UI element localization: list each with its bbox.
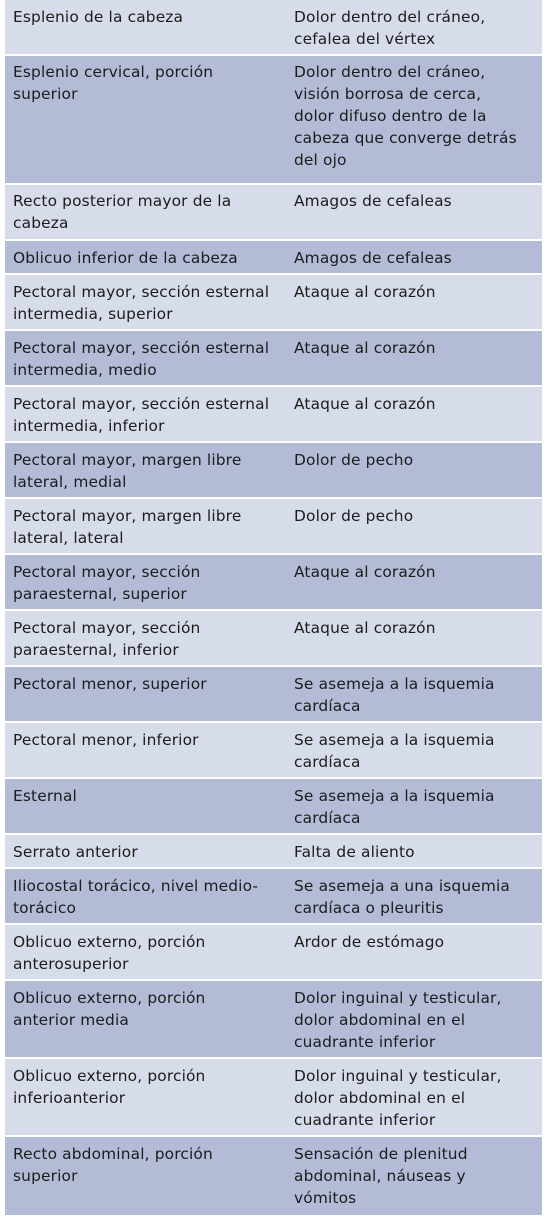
muscle-cell: [5, 611, 286, 661]
muscle-text: Iliocostal torácico, nivel medio-: [13, 877, 259, 895]
muscle-text: Pectoral mayor, sección esternal: [13, 339, 270, 357]
symptom-cell: [286, 499, 542, 527]
muscle-cell: [5, 241, 286, 269]
muscle-cell: [5, 925, 286, 975]
symptom-text: Falta de aliento: [294, 843, 415, 861]
table-row: [5, 331, 542, 387]
symptom-text: dolor abdominal en el: [294, 1011, 466, 1029]
table-row: [5, 275, 542, 331]
muscle-text: Esplenio cervical, porción: [13, 63, 214, 81]
symptom-cell: [286, 723, 542, 773]
symptom-cell: [286, 331, 542, 359]
muscle-text: Esternal: [13, 787, 77, 805]
symptom-text: Dolor de pecho: [294, 451, 414, 469]
symptom-text: Ataque al corazón: [294, 395, 436, 413]
symptom-cell: [286, 56, 542, 171]
muscle-cell: [5, 443, 286, 493]
muscle-cell: [5, 0, 286, 28]
muscle-text: intermedia, medio: [13, 361, 157, 379]
muscle-text: Pectoral menor, superior: [13, 675, 207, 693]
muscle-cell: [5, 555, 286, 605]
muscle-text: superior: [13, 85, 78, 103]
symptom-text: dolor difuso dentro de la: [294, 107, 487, 125]
muscle-text: Esplenio de la cabeza: [13, 8, 184, 26]
muscle-text: torácico: [13, 899, 77, 917]
muscle-text: Oblicuo externo, porción: [13, 989, 206, 1007]
symptom-text: cardíaca: [294, 697, 361, 715]
symptom-cell: [286, 241, 542, 269]
symptom-cell: [286, 981, 542, 1053]
symptom-text: vómitos: [294, 1189, 357, 1207]
muscle-text: Pectoral mayor, sección esternal: [13, 283, 270, 301]
symptom-text: dolor abdominal en el: [294, 1089, 466, 1107]
symptom-text: cardíaca: [294, 809, 361, 827]
muscle-text: Serrato anterior: [13, 843, 138, 861]
table-row: [5, 611, 542, 667]
muscle-text: inferioanterior: [13, 1089, 126, 1107]
symptom-cell: [286, 0, 542, 50]
muscle-cell: [5, 779, 286, 807]
table-row: [5, 779, 542, 835]
symptom-text: Se asemeja a una isquemia: [294, 877, 511, 895]
muscle-text: Pectoral mayor, sección esternal: [13, 395, 270, 413]
symptom-text: Dolor dentro del cráneo,: [294, 8, 486, 26]
table-row: [5, 667, 542, 723]
muscle-text: Oblicuo externo, porción: [13, 1067, 206, 1085]
muscle-cell: [5, 387, 286, 437]
muscle-cell: [5, 275, 286, 325]
muscle-cell: [5, 869, 286, 919]
symptom-text: Se asemeja a la isquemia: [294, 787, 495, 805]
symptom-text: Dolor dentro del cráneo,: [294, 63, 486, 81]
symptom-text: Ataque al corazón: [294, 563, 436, 581]
muscle-text: Recto abdominal, porción: [13, 1145, 213, 1163]
symptom-text: Amagos de cefaleas: [294, 192, 452, 210]
symptom-cell: [286, 275, 542, 303]
symptom-text: Dolor inguinal y testicular,: [294, 989, 502, 1007]
table-row: [5, 387, 542, 443]
symptom-text: cardíaca o pleuritis: [294, 899, 444, 917]
symptom-cell: [286, 667, 542, 717]
muscle-text: Pectoral mayor, margen libre: [13, 507, 242, 525]
symptom-cell: [286, 387, 542, 415]
symptom-text: abdominal, náuseas y: [294, 1167, 466, 1185]
symptom-cell: [286, 555, 542, 583]
muscle-text: Oblicuo inferior de la cabeza: [13, 249, 238, 267]
symptom-cell: [286, 443, 542, 471]
muscle-text: lateral, medial: [13, 473, 127, 491]
symptom-text: Ataque al corazón: [294, 619, 436, 637]
muscle-cell: [5, 723, 286, 751]
symptom-text: visión borrosa de cerca,: [294, 85, 482, 103]
muscle-text: Recto posterior mayor de la: [13, 192, 232, 210]
muscle-text: Pectoral mayor, sección: [13, 619, 201, 637]
symptom-text: Ataque al corazón: [294, 283, 436, 301]
table-row: [5, 925, 542, 981]
muscle-cell: [5, 835, 286, 863]
table-row: [5, 723, 542, 779]
symptom-text: Se asemeja a la isquemia: [294, 675, 495, 693]
symptom-cell: [286, 1059, 542, 1131]
muscle-text: Pectoral mayor, margen libre: [13, 451, 242, 469]
muscle-text: anterior media: [13, 1011, 129, 1029]
muscle-text: lateral, lateral: [13, 529, 124, 547]
muscle-text: cabeza: [13, 214, 69, 232]
symptom-text: cuadrante inferior: [294, 1111, 436, 1129]
table-row: [5, 0, 542, 56]
symptom-cell: [286, 779, 542, 829]
table-row: [5, 555, 542, 611]
symptom-cell: [286, 1137, 542, 1209]
muscle-text: superior: [13, 1167, 78, 1185]
muscle-text: intermedia, inferior: [13, 417, 165, 435]
symptom-cell: [286, 185, 542, 212]
symptom-cell: [286, 835, 542, 863]
table-row: [5, 1137, 542, 1215]
trigger-point-table: [5, 0, 542, 1215]
symptom-text: Sensación de plenitud: [294, 1145, 468, 1163]
symptom-text: cardíaca: [294, 753, 361, 771]
symptom-text: Dolor inguinal y testicular,: [294, 1067, 502, 1085]
table-row: [5, 241, 542, 275]
symptom-text: cabeza que converge detrás: [294, 129, 517, 147]
muscle-cell: [5, 331, 286, 381]
table-row: [5, 56, 542, 185]
symptom-text: Dolor de pecho: [294, 507, 414, 525]
symptom-text: del ojo: [294, 151, 347, 169]
muscle-cell: [5, 1137, 286, 1187]
table-row: [5, 869, 542, 925]
table-row: [5, 185, 542, 241]
symptom-cell: [286, 611, 542, 639]
muscle-cell: [5, 667, 286, 695]
table-row: [5, 981, 542, 1059]
symptom-text: Se asemeja a la isquemia: [294, 731, 495, 749]
muscle-cell: [5, 1059, 286, 1109]
muscle-text: paraesternal, superior: [13, 585, 187, 603]
table-row: [5, 835, 542, 869]
symptom-cell: [286, 869, 542, 919]
muscle-cell: [5, 981, 286, 1031]
symptom-text: cuadrante inferior: [294, 1033, 436, 1051]
symptom-text: Ardor de estómago: [294, 933, 445, 951]
symptom-text: cefalea del vértex: [294, 30, 436, 48]
muscle-text: Pectoral mayor, sección: [13, 563, 201, 581]
muscle-text: paraesternal, inferior: [13, 641, 179, 659]
muscle-text: Oblicuo externo, porción: [13, 933, 206, 951]
muscle-text: Pectoral menor, inferior: [13, 731, 199, 749]
muscle-text: intermedia, superior: [13, 305, 173, 323]
muscle-text: anterosuperior: [13, 955, 129, 973]
table-row: [5, 1059, 542, 1137]
symptom-text: Ataque al corazón: [294, 339, 436, 357]
table-row: [5, 443, 542, 499]
table-row: [5, 499, 542, 555]
symptom-text: Amagos de cefaleas: [294, 249, 452, 267]
symptom-cell: [286, 925, 542, 953]
muscle-cell: [5, 499, 286, 549]
muscle-cell: [5, 56, 286, 105]
muscle-cell: [5, 185, 286, 234]
